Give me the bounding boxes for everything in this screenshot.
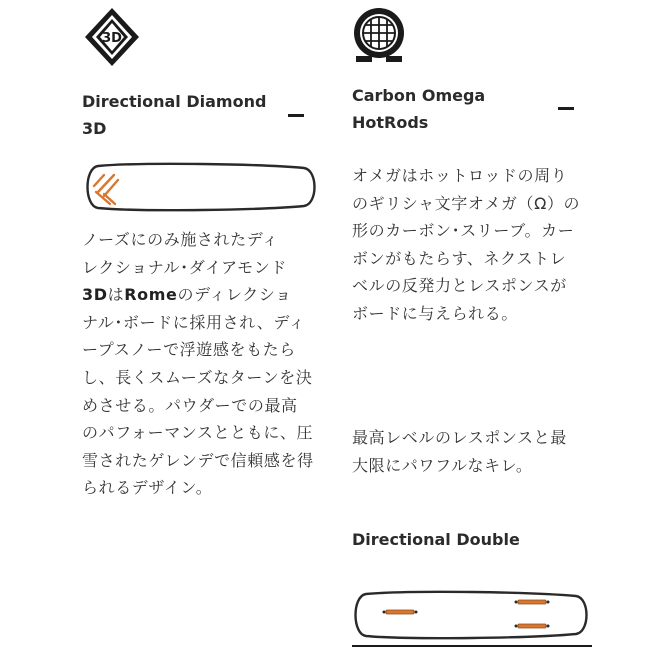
directional-diamond-board-icon xyxy=(82,158,318,218)
title-line-2: HotRods xyxy=(352,113,429,132)
title-line-1: Carbon Omega xyxy=(352,86,486,105)
diamond-3d-icon xyxy=(82,6,142,68)
desc-bold-rome: Rome xyxy=(124,285,178,305)
title-line-2: 3D xyxy=(82,119,107,138)
section-title-directional-double: Directional Double xyxy=(352,530,520,549)
feature-description xyxy=(82,226,314,502)
desc-bold-3d: 3D xyxy=(82,285,108,305)
collapse-toggle[interactable] xyxy=(558,107,574,110)
title-line-1: Directional Diamond xyxy=(82,92,267,111)
desc-line-3-tail: のディレクショ xyxy=(177,285,292,305)
desc-rest: ナル･ボードに採用され、ディープスノーで浮遊感をもたらし、長くスムーズなターンを決めさせる。パウダーでの最高のパフォーマンスとともに、圧雪されたゲレンデで信頼感を得られるデザイン。 xyxy=(82,312,314,498)
directional-double-board-icon xyxy=(352,586,592,650)
feature-title xyxy=(82,88,282,142)
feature-description-2: 最高レベルのレスポンスと最大限にパワフルなキレ。 xyxy=(352,428,567,475)
collapse-toggle[interactable] xyxy=(288,114,304,117)
feature-title xyxy=(352,82,552,136)
desc-line-2: レクショナル･ダイアモンド xyxy=(82,257,287,277)
diamond-3d-label: 3D xyxy=(102,31,122,46)
desc-particle: は xyxy=(107,285,125,305)
desc-line-1: ノーズにのみ施されたディ xyxy=(82,230,279,249)
feature-description: オメガはホットロッドの周りのギリシャ文字オメガ（Ω）の形のカーボン･スリーブ。カーボンがもたらす、ネクストレベルの反発力とレスポンスがボードに与えられる。 xyxy=(352,166,581,323)
carbon-omega-globe-icon xyxy=(352,6,406,68)
